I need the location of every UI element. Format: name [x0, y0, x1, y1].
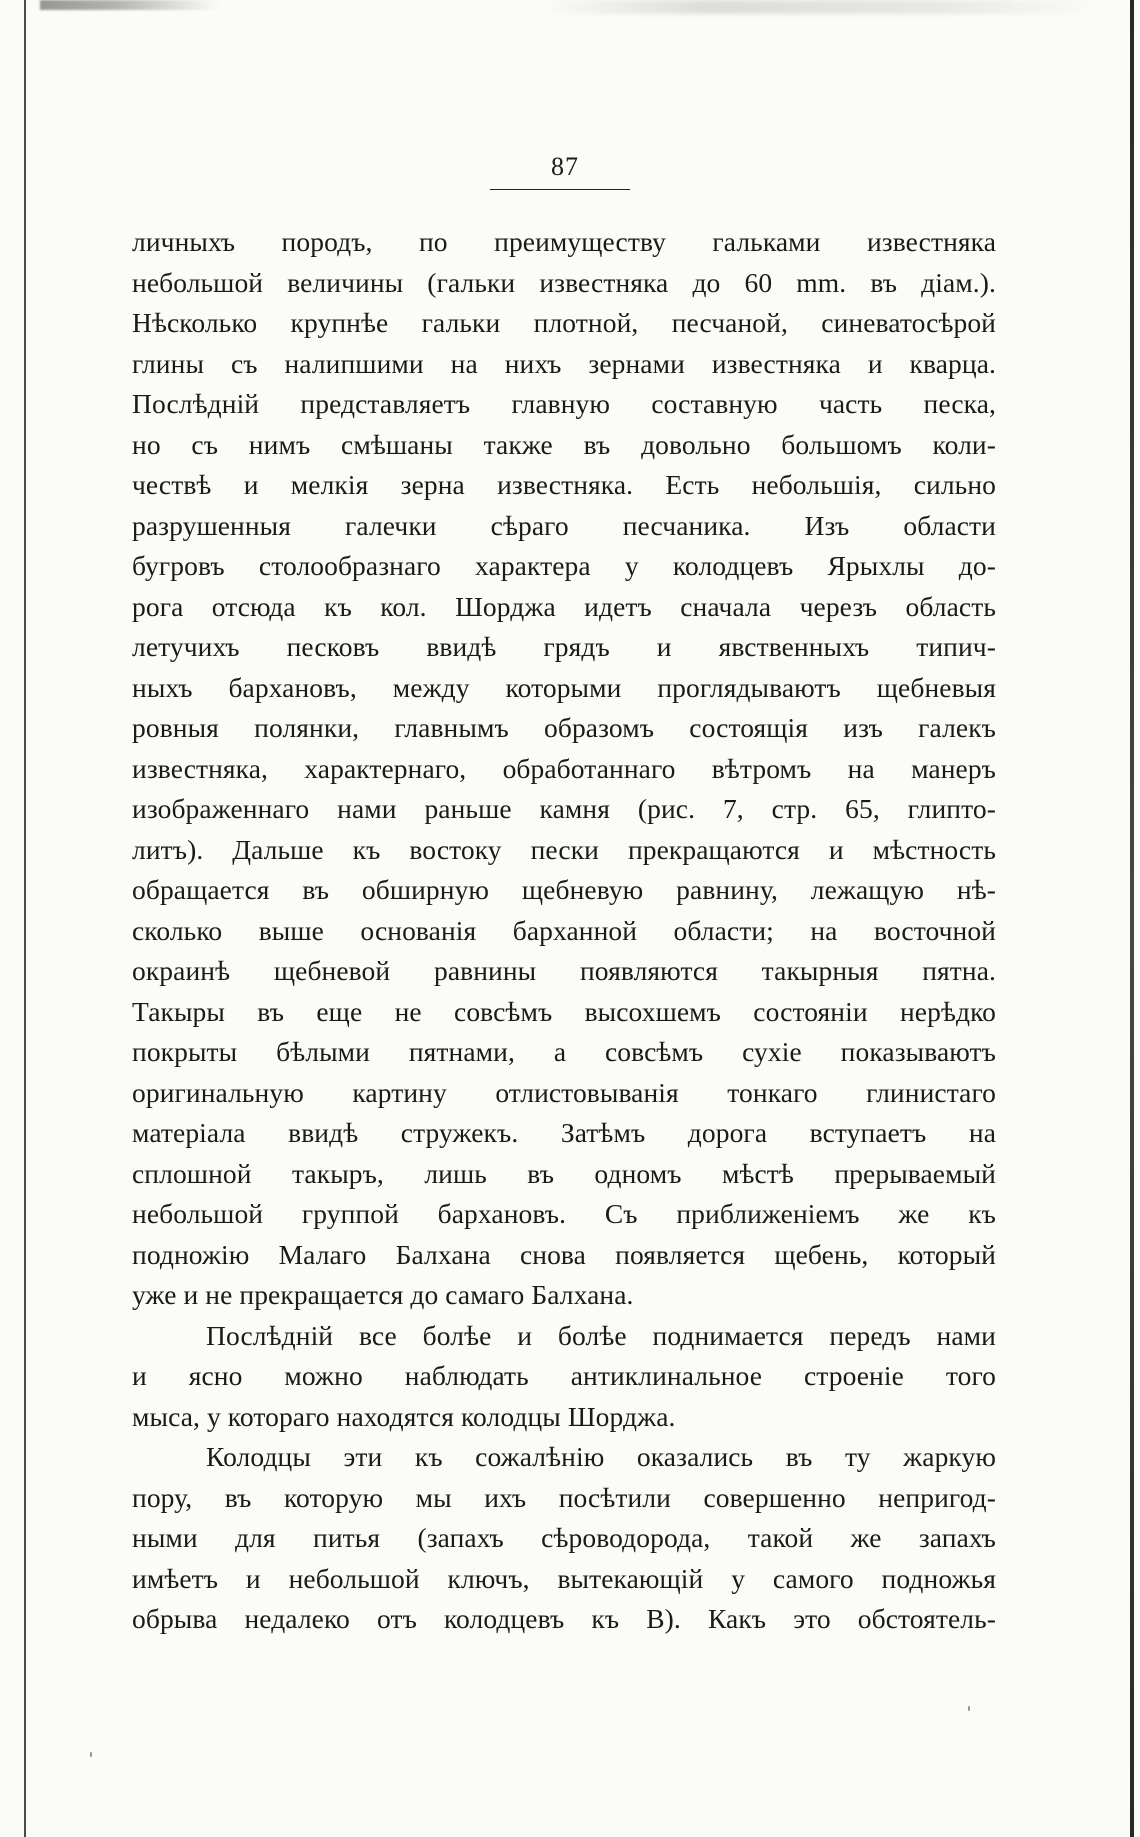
text-line: Послѣдній представляетъ главную составную часть песка, [132, 388, 996, 419]
scan-right-edge [1130, 0, 1134, 1837]
text-line: небольшой величины (гальки известняка до 60 mm. въ діам.). [132, 266, 996, 298]
page-number: 87 [551, 152, 579, 181]
text-line: Такыры въ еще не совсѣмъ высохшемъ состояніи нерѣдко [132, 995, 996, 1027]
text-line: летучихъ песковъ ввидѣ грядъ и явственныхъ типич- [132, 631, 996, 662]
body-text [132, 222, 996, 1640]
page-number-rule [490, 189, 630, 190]
text-line: обрыва недалеко отъ колодцевъ къ В). Какъ это обстоятель- [132, 1603, 996, 1634]
scan-speck [90, 1752, 92, 1757]
text-line: небольшой группой бархановъ. Съ приближеніемъ же къ [132, 1198, 996, 1229]
text-line: уже и не прекращается до самаго Балхана. [132, 1279, 634, 1310]
text-line: оригинальную картину отлистовыванія тонкаго глинистаго [132, 1076, 996, 1108]
text-line: чествѣ и мелкія зерна известняка. Есть небольшія, сильно [132, 469, 996, 500]
text-line: матеріала ввидѣ стружекъ. Затѣмъ дорога вступаетъ на [132, 1117, 996, 1148]
text-line: пору, въ которую мы ихъ посѣтили совершенно непригод- [132, 1481, 996, 1513]
text-line: Нѣсколько крупнѣе гальки плотной, песчаной, синеватосѣрой [132, 307, 996, 338]
text-line: литъ). Дальше къ востоку пески прекращаются и мѣстность [132, 833, 996, 865]
text-line: бугровъ столообразнаго характера у колодцевъ Ярыхлы до- [132, 550, 996, 581]
text-line: глины съ налипшими на нихъ зернами известняка и кварца. [132, 347, 996, 379]
text-line: мыса, у котораго находятся колодцы Шорджа. [132, 1400, 676, 1432]
text-line: и ясно можно наблюдать антиклинальное строеніе того [132, 1360, 996, 1391]
text-line: обращается въ обширную щебневую равнину, лежащую нѣ- [132, 874, 996, 905]
text-line: Послѣдній все болѣе и болѣе поднимается передъ нами [206, 1319, 996, 1351]
text-line: Колодцы эти къ сожалѣнію оказались въ ту жаркую [206, 1441, 996, 1472]
scan-left-edge [24, 0, 26, 1837]
text-line: покрыты бѣлыми пятнами, а совсѣмъ сухіе показываютъ [132, 1036, 996, 1067]
text-line: сплошной такыръ, лишь въ одномъ мѣстѣ прерываемый [132, 1157, 996, 1189]
text-line: личныхъ породъ, по преимуществу гальками известняка [132, 226, 996, 257]
scan-top-shadow [540, 0, 1100, 14]
scan-corner-smudge [40, 0, 220, 10]
text-line: изображеннаго нами раньше камня (рис. 7, стр. 65, глипто- [132, 793, 996, 824]
text-line: рога отсюда къ кол. Шорджа идетъ сначала черезъ область [132, 590, 996, 622]
text-line: ныхъ бархановъ, между которыми проглядываютъ щебневыя [132, 671, 996, 703]
scan-speck [968, 1706, 970, 1711]
text-line: ровныя полянки, главнымъ образомъ состоящія изъ галекъ [132, 712, 996, 743]
text-line: но съ нимъ смѣшаны также въ довольно большомъ коли- [132, 428, 996, 460]
text-line: подножію Малаго Балхана снова появляется щебень, который [132, 1238, 996, 1270]
text-line: известняка, характернаго, обработаннаго вѣтромъ на манеръ [132, 752, 996, 784]
text-line: ными для питья (запахъ сѣроводорода, такой же запахъ [132, 1522, 996, 1553]
text-line: разрушенныя галечки сѣраго песчаника. Изъ области [132, 509, 996, 541]
text-line: имѣетъ и небольшой ключъ, вытекающій у самого подножья [132, 1562, 996, 1594]
text-line: окраинѣ щебневой равнины появляются такырныя пятна. [132, 955, 996, 986]
text-line: сколько выше основанія барханной области; на восточной [132, 914, 996, 946]
